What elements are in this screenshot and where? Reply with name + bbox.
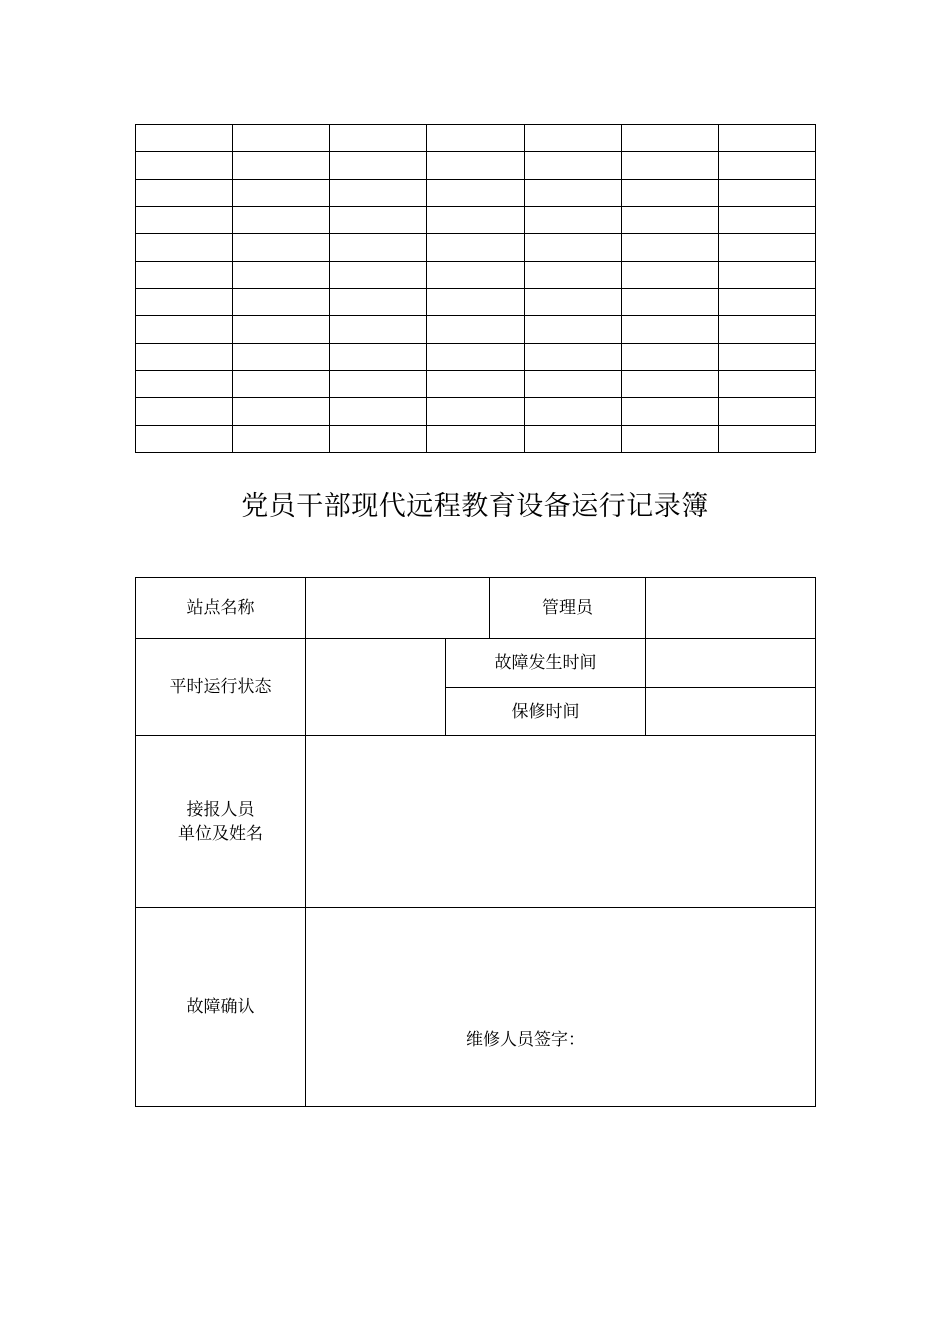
grid-cell[interactable] xyxy=(621,234,718,261)
grid-cell[interactable] xyxy=(330,316,427,343)
grid-cell[interactable] xyxy=(136,370,233,397)
grid-cell[interactable] xyxy=(718,152,815,179)
grid-cell[interactable] xyxy=(524,425,621,452)
fault-confirm-field[interactable] xyxy=(306,908,815,1106)
receiver-field[interactable] xyxy=(306,736,815,907)
equipment-record-form xyxy=(135,577,816,1107)
grid-cell[interactable] xyxy=(136,288,233,315)
site-name-field[interactable] xyxy=(306,578,489,638)
grid-cell[interactable] xyxy=(136,316,233,343)
blank-record-grid xyxy=(135,124,816,453)
grid-cell[interactable] xyxy=(524,288,621,315)
grid-cell[interactable] xyxy=(718,370,815,397)
repair-time-label: 保修时间 xyxy=(511,701,580,722)
grid-cell[interactable] xyxy=(233,125,330,152)
grid-cell[interactable] xyxy=(136,152,233,179)
receiver-label-line2: 单位及姓名 xyxy=(178,823,263,844)
grid-cell[interactable] xyxy=(136,343,233,370)
fault-time-label: 故障发生时间 xyxy=(494,653,597,673)
grid-cell[interactable] xyxy=(524,179,621,206)
grid-cell[interactable] xyxy=(621,370,718,397)
admin-label: 管理员 xyxy=(542,598,593,618)
grid-cell[interactable] xyxy=(524,398,621,425)
grid-cell[interactable] xyxy=(621,316,718,343)
grid-cell[interactable] xyxy=(718,425,815,452)
grid-cell[interactable] xyxy=(427,152,524,179)
grid-cell[interactable] xyxy=(233,152,330,179)
fault-confirm-label: 故障确认 xyxy=(186,997,255,1017)
grid-row xyxy=(136,425,816,452)
grid-cell[interactable] xyxy=(427,398,524,425)
grid-cell[interactable] xyxy=(621,398,718,425)
signature-label: 维修人员签字： xyxy=(466,1030,585,1050)
grid-cell[interactable] xyxy=(524,343,621,370)
grid-cell[interactable] xyxy=(233,206,330,233)
grid-cell[interactable] xyxy=(718,398,815,425)
grid-cell[interactable] xyxy=(524,261,621,288)
grid-cell[interactable] xyxy=(330,206,427,233)
grid-cell[interactable] xyxy=(621,125,718,152)
grid-row xyxy=(136,288,816,315)
grid-cell[interactable] xyxy=(427,343,524,370)
grid-cell[interactable] xyxy=(427,234,524,261)
grid-cell[interactable] xyxy=(136,206,233,233)
grid-cell[interactable] xyxy=(136,398,233,425)
grid-cell[interactable] xyxy=(427,370,524,397)
grid-cell[interactable] xyxy=(524,125,621,152)
grid-cell[interactable] xyxy=(524,316,621,343)
admin-field[interactable] xyxy=(646,578,815,638)
grid-cell[interactable] xyxy=(330,125,427,152)
grid-cell[interactable] xyxy=(621,425,718,452)
grid-cell[interactable] xyxy=(621,288,718,315)
grid-cell[interactable] xyxy=(524,370,621,397)
grid-cell[interactable] xyxy=(718,316,815,343)
grid-cell[interactable] xyxy=(621,343,718,370)
status-field[interactable] xyxy=(306,639,445,735)
grid-row xyxy=(136,179,816,206)
grid-cell[interactable] xyxy=(233,370,330,397)
grid-cell[interactable] xyxy=(330,343,427,370)
grid-cell[interactable] xyxy=(330,288,427,315)
grid-cell[interactable] xyxy=(233,288,330,315)
grid-cell[interactable] xyxy=(233,234,330,261)
grid-cell[interactable] xyxy=(233,261,330,288)
grid-cell[interactable] xyxy=(524,234,621,261)
grid-cell[interactable] xyxy=(330,398,427,425)
document-title: 党员干部现代远程教育设备运行记录簿 xyxy=(241,491,709,522)
grid-row xyxy=(136,125,816,152)
grid-row xyxy=(136,398,816,425)
grid-cell[interactable] xyxy=(330,179,427,206)
grid-cell[interactable] xyxy=(621,261,718,288)
grid-row xyxy=(136,261,816,288)
grid-row xyxy=(136,316,816,343)
grid-cell[interactable] xyxy=(330,370,427,397)
grid-cell[interactable] xyxy=(621,179,718,206)
grid-cell[interactable] xyxy=(718,125,815,152)
grid-cell[interactable] xyxy=(621,152,718,179)
grid-row xyxy=(136,234,816,261)
grid-cell[interactable] xyxy=(136,179,233,206)
grid-cell[interactable] xyxy=(233,343,330,370)
grid-cell[interactable] xyxy=(136,125,233,152)
grid-cell[interactable] xyxy=(136,234,233,261)
grid-cell[interactable] xyxy=(718,288,815,315)
grid-cell[interactable] xyxy=(718,261,815,288)
receiver-label-line1: 接报人员 xyxy=(186,799,255,820)
grid-cell[interactable] xyxy=(427,288,524,315)
grid-cell[interactable] xyxy=(427,316,524,343)
grid-cell[interactable] xyxy=(718,343,815,370)
fault-time-field[interactable] xyxy=(646,639,815,687)
grid-cell[interactable] xyxy=(330,261,427,288)
grid-cell[interactable] xyxy=(330,234,427,261)
grid-cell[interactable] xyxy=(718,234,815,261)
grid-cell[interactable] xyxy=(427,125,524,152)
grid-cell[interactable] xyxy=(427,179,524,206)
grid-cell[interactable] xyxy=(427,206,524,233)
grid-cell[interactable] xyxy=(427,425,524,452)
grid-cell[interactable] xyxy=(524,206,621,233)
grid-cell[interactable] xyxy=(136,425,233,452)
repair-time-field[interactable] xyxy=(646,688,815,735)
grid-row xyxy=(136,343,816,370)
grid-cell[interactable] xyxy=(621,206,718,233)
grid-cell[interactable] xyxy=(524,152,621,179)
grid-cell[interactable] xyxy=(233,398,330,425)
grid-cell[interactable] xyxy=(233,316,330,343)
grid-row xyxy=(136,152,816,179)
status-label: 平时运行状态 xyxy=(169,677,272,697)
grid-row xyxy=(136,370,816,397)
grid-cell[interactable] xyxy=(718,206,815,233)
grid-row xyxy=(136,206,816,233)
grid-cell[interactable] xyxy=(718,179,815,206)
grid-cell[interactable] xyxy=(427,261,524,288)
grid-cell[interactable] xyxy=(233,425,330,452)
grid-cell[interactable] xyxy=(330,152,427,179)
receiver-label xyxy=(136,736,305,907)
site-name-label: 站点名称 xyxy=(186,598,255,618)
grid-cell[interactable] xyxy=(233,179,330,206)
grid-cell[interactable] xyxy=(330,425,427,452)
grid-cell[interactable] xyxy=(136,261,233,288)
